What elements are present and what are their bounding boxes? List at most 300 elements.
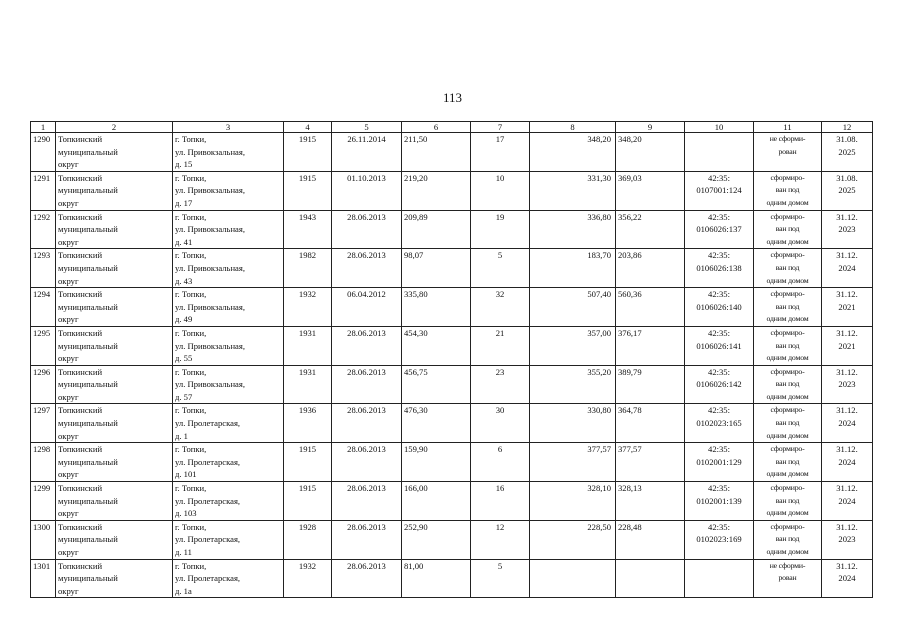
- deadline-cell-line: 31.12.: [836, 289, 858, 300]
- deadline-cell-line: 31.08.: [836, 134, 858, 144]
- land-status-cell-line: ван под: [775, 224, 800, 234]
- cadastral-number-cell: [685, 171, 754, 210]
- municipality-cell-line: муниципальный: [58, 456, 118, 467]
- cadastral-number-cell: [685, 326, 754, 365]
- address-cell-line: г. Топки,: [175, 134, 207, 144]
- land-status-cell-line: одним домом: [766, 508, 809, 518]
- date-cell: 28.06.2013: [332, 559, 402, 598]
- municipality-cell: [56, 520, 173, 559]
- year-cell: 1915: [284, 443, 332, 482]
- land-status-cell-line: одним домом: [766, 469, 809, 479]
- area-3-cell: 203,86: [616, 249, 685, 288]
- land-status-cell: [754, 133, 822, 172]
- area-1-cell: 335,80: [402, 288, 471, 327]
- deadline-cell-line: 2024: [838, 495, 856, 506]
- address-cell-line: г. Топки,: [175, 560, 207, 571]
- municipality-cell-line: Топкинский: [58, 560, 103, 571]
- area-2-cell: 377,57: [530, 443, 616, 482]
- area-2-cell: 328,10: [530, 482, 616, 521]
- cadastral-number-cell-line: 0102023:169: [696, 534, 742, 545]
- cadastral-number-cell-line: 42:35:: [708, 211, 730, 222]
- land-status-cell-line: ван под: [775, 262, 800, 272]
- municipality-cell-line: округ: [58, 314, 79, 325]
- address-cell-line: г. Топки,: [175, 444, 207, 455]
- date-cell: 28.06.2013: [332, 249, 402, 288]
- address-cell: [173, 404, 284, 443]
- deadline-cell-line: 31.12.: [836, 366, 858, 377]
- address-cell-line: д. 1: [175, 430, 188, 441]
- area-3-cell: 376,17: [616, 326, 685, 365]
- deadline-cell: [822, 288, 873, 327]
- area-3-cell: 377,57: [616, 443, 685, 482]
- land-status-cell-line: ван под: [775, 301, 800, 311]
- deadline-cell-line: 2025: [838, 146, 856, 157]
- municipality-cell-line: округ: [58, 469, 79, 480]
- municipality-cell-line: Топкинский: [58, 405, 103, 416]
- land-status-cell-line: сформиро-: [770, 521, 805, 531]
- area-3-cell: 369,03: [616, 171, 685, 210]
- row-number: 1295: [31, 326, 56, 365]
- year-cell: 1932: [284, 559, 332, 598]
- year-cell: 1931: [284, 326, 332, 365]
- deadline-cell: [822, 326, 873, 365]
- deadline-cell-line: 31.12.: [836, 560, 858, 571]
- deadline-cell-line: 2023: [838, 224, 856, 235]
- year-cell: 1915: [284, 482, 332, 521]
- municipality-cell-line: муниципальный: [58, 418, 118, 429]
- area-1-cell: 98,07: [402, 249, 471, 288]
- area-2-cell: 331,30: [530, 171, 616, 210]
- column-header-8: 8: [530, 122, 616, 133]
- area-1-cell: 219,20: [402, 171, 471, 210]
- date-cell: 26.11.2014: [332, 133, 402, 172]
- municipality-cell-line: Топкинский: [58, 521, 103, 532]
- table-row: [31, 520, 873, 559]
- row-number: 1294: [31, 288, 56, 327]
- municipality-cell-line: Топкинский: [58, 366, 103, 377]
- area-3-cell: 328,13: [616, 482, 685, 521]
- deadline-cell-line: 2023: [838, 379, 856, 390]
- residents-cell: 17: [471, 133, 530, 172]
- residents-cell: 12: [471, 520, 530, 559]
- cadastral-number-cell-line: 0102001:129: [696, 456, 742, 467]
- municipality-cell-line: округ: [58, 585, 79, 596]
- municipality-cell-line: округ: [58, 547, 79, 557]
- cadastral-number-cell-line: 42:35:: [708, 521, 730, 532]
- deadline-cell-line: 31.12.: [836, 521, 858, 532]
- land-status-cell-line: сформиро-: [770, 327, 805, 337]
- address-cell-line: ул. Привокзальная,: [175, 340, 245, 351]
- row-number: 1299: [31, 482, 56, 521]
- land-status-cell-line: одним домом: [766, 353, 809, 363]
- municipality-cell-line: муниципальный: [58, 379, 118, 390]
- column-header-1: 1: [31, 122, 56, 133]
- deadline-cell-line: 2024: [838, 573, 856, 584]
- address-cell-line: ул. Привокзальная,: [175, 301, 245, 312]
- table-row: [31, 404, 873, 443]
- cadastral-number-cell: [685, 443, 754, 482]
- cadastral-number-cell: [685, 559, 754, 598]
- cadastral-number-cell: [685, 133, 754, 172]
- area-2-cell: 330,80: [530, 404, 616, 443]
- municipality-cell-line: муниципальный: [58, 146, 118, 157]
- municipality-cell-line: округ: [58, 430, 79, 441]
- column-header-5: 5: [332, 122, 402, 133]
- deadline-cell-line: 2024: [838, 456, 856, 467]
- land-status-cell: [754, 326, 822, 365]
- cadastral-number-cell-line: 0102001:139: [696, 495, 742, 506]
- land-status-cell-line: одним домом: [766, 275, 809, 285]
- cadastral-number-cell-line: 42:35:: [708, 405, 730, 416]
- area-3-cell: 560,36: [616, 288, 685, 327]
- cadastral-number-cell-line: 0106026:140: [696, 301, 742, 312]
- land-status-cell-line: ван под: [775, 456, 800, 466]
- municipality-cell: [56, 404, 173, 443]
- municipality-cell-line: Топкинский: [58, 327, 103, 338]
- address-cell-line: ул. Привокзальная,: [175, 146, 245, 157]
- address-cell: [173, 520, 284, 559]
- address-cell-line: ул. Пролетарская,: [175, 418, 241, 429]
- municipality-cell: [56, 443, 173, 482]
- column-header-12: 12: [822, 122, 873, 133]
- year-cell: 1928: [284, 520, 332, 559]
- address-cell: [173, 482, 284, 521]
- column-header-4: 4: [284, 122, 332, 133]
- area-3-cell: [616, 559, 685, 598]
- address-cell-line: д. 101: [175, 469, 197, 480]
- deadline-cell: [822, 133, 873, 172]
- column-header-9: 9: [616, 122, 685, 133]
- table-row: [31, 443, 873, 482]
- cadastral-number-cell: [685, 520, 754, 559]
- year-cell: 1943: [284, 210, 332, 249]
- municipality-cell-line: Топкинский: [58, 211, 103, 222]
- municipality-cell-line: муниципальный: [58, 573, 118, 584]
- deadline-cell: [822, 210, 873, 249]
- deadline-cell-line: 31.12.: [836, 211, 858, 222]
- land-status-cell-line: ван под: [775, 534, 800, 544]
- year-cell: 1915: [284, 171, 332, 210]
- area-1-cell: 211,50: [402, 133, 471, 172]
- address-cell-line: г. Топки,: [175, 366, 207, 377]
- municipality-cell-line: Топкинский: [58, 289, 103, 300]
- deadline-cell: [822, 559, 873, 598]
- land-status-cell: [754, 249, 822, 288]
- land-status-cell-line: рован: [778, 573, 797, 583]
- municipality-cell: [56, 210, 173, 249]
- address-cell-line: ул. Пролетарская,: [175, 573, 241, 584]
- date-cell: 28.06.2013: [332, 404, 402, 443]
- address-cell: [173, 443, 284, 482]
- area-1-cell: 476,30: [402, 404, 471, 443]
- deadline-cell-line: 31.08.: [836, 172, 858, 183]
- address-cell: [173, 133, 284, 172]
- address-cell-line: д. 1а: [175, 585, 192, 596]
- municipality-cell-line: округ: [58, 391, 79, 402]
- municipality-cell: [56, 133, 173, 172]
- area-1-cell: 209,89: [402, 210, 471, 249]
- cadastral-number-cell-line: 42:35:: [708, 250, 730, 261]
- municipality-cell: [56, 249, 173, 288]
- cadastral-number-cell-line: 0107001:124: [696, 185, 742, 196]
- deadline-cell: [822, 520, 873, 559]
- municipality-cell-line: муниципальный: [58, 534, 118, 545]
- area-1-cell: 166,00: [402, 482, 471, 521]
- area-2-cell: [530, 559, 616, 598]
- municipality-cell-line: округ: [58, 236, 79, 247]
- residents-cell: 6: [471, 443, 530, 482]
- land-status-cell-line: не сформи-: [769, 560, 806, 570]
- municipality-cell-line: округ: [58, 353, 79, 364]
- row-number: 1296: [31, 365, 56, 404]
- land-status-cell-line: сформиро-: [770, 444, 805, 454]
- municipality-cell-line: муниципальный: [58, 262, 118, 273]
- residents-cell: 5: [471, 559, 530, 598]
- land-status-cell: [754, 559, 822, 598]
- address-cell-line: г. Топки,: [175, 483, 207, 494]
- municipality-cell-line: Топкинский: [58, 134, 103, 144]
- address-cell-line: д. 49: [175, 314, 193, 325]
- address-cell-line: г. Топки,: [175, 289, 207, 300]
- address-cell-line: ул. Привокзальная,: [175, 379, 245, 390]
- cadastral-number-cell: [685, 482, 754, 521]
- deadline-cell-line: 2024: [838, 262, 856, 273]
- municipality-cell-line: муниципальный: [58, 301, 118, 312]
- address-cell: [173, 171, 284, 210]
- land-status-cell-line: сформиро-: [770, 211, 805, 221]
- land-status-cell: [754, 365, 822, 404]
- year-cell: 1932: [284, 288, 332, 327]
- address-cell-line: ул. Привокзальная,: [175, 262, 245, 273]
- land-status-cell-line: сформиро-: [770, 172, 805, 182]
- residents-cell: 23: [471, 365, 530, 404]
- table-row: [31, 326, 873, 365]
- date-cell: 06.04.2012: [332, 288, 402, 327]
- cadastral-number-cell-line: 42:35:: [708, 327, 730, 338]
- row-number: 1298: [31, 443, 56, 482]
- area-2-cell: 183,70: [530, 249, 616, 288]
- address-cell-line: ул. Пролетарская,: [175, 534, 241, 545]
- table-body: [31, 122, 873, 598]
- land-status-cell-line: одним домом: [766, 430, 809, 440]
- address-cell-line: ул. Пролетарская,: [175, 456, 241, 467]
- address-cell: [173, 210, 284, 249]
- address-cell: [173, 365, 284, 404]
- row-number: 1293: [31, 249, 56, 288]
- area-1-cell: 454,30: [402, 326, 471, 365]
- municipality-cell: [56, 559, 173, 598]
- cadastral-number-cell: [685, 365, 754, 404]
- area-2-cell: 336,80: [530, 210, 616, 249]
- deadline-cell-line: 2021: [838, 340, 856, 351]
- address-cell-line: д. 57: [175, 391, 193, 402]
- land-status-cell-line: одним домом: [766, 547, 809, 556]
- land-status-cell-line: ван под: [775, 495, 800, 505]
- area-3-cell: 364,78: [616, 404, 685, 443]
- area-2-cell: 507,40: [530, 288, 616, 327]
- row-number: 1300: [31, 520, 56, 559]
- municipality-cell-line: Топкинский: [58, 172, 103, 183]
- address-cell-line: д. 103: [175, 508, 197, 519]
- area-1-cell: 252,90: [402, 520, 471, 559]
- table-row: [31, 171, 873, 210]
- land-status-cell-line: одним домом: [766, 236, 809, 246]
- column-header-11: 11: [754, 122, 822, 133]
- cadastral-number-cell-line: 42:35:: [708, 366, 730, 377]
- column-header-6: 6: [402, 122, 471, 133]
- address-cell-line: ул. Привокзальная,: [175, 185, 245, 196]
- land-status-cell: [754, 288, 822, 327]
- cadastral-number-cell-line: 0106026:142: [696, 379, 742, 390]
- cadastral-number-cell: [685, 288, 754, 327]
- year-cell: 1931: [284, 365, 332, 404]
- land-status-cell-line: сформиро-: [770, 250, 805, 260]
- cadastral-number-cell: [685, 249, 754, 288]
- row-number: 1297: [31, 404, 56, 443]
- page-number: 113: [442, 90, 463, 105]
- land-status-cell-line: ван под: [775, 379, 800, 389]
- land-status-cell-line: одним домом: [766, 197, 809, 207]
- municipality-cell: [56, 288, 173, 327]
- area-1-cell: 456,75: [402, 365, 471, 404]
- address-cell-line: г. Топки,: [175, 172, 207, 183]
- deadline-cell-line: 2023: [838, 534, 856, 545]
- residents-cell: 10: [471, 171, 530, 210]
- address-cell-line: д. 15: [175, 159, 193, 170]
- land-status-cell-line: сформиро-: [770, 483, 805, 493]
- land-status-cell: [754, 482, 822, 521]
- column-header-7: 7: [471, 122, 530, 133]
- area-3-cell: 389,79: [616, 365, 685, 404]
- deadline-cell: [822, 482, 873, 521]
- residents-cell: 21: [471, 326, 530, 365]
- area-3-cell: 348,20: [616, 133, 685, 172]
- area-2-cell: 357,00: [530, 326, 616, 365]
- land-status-cell-line: сформиро-: [770, 405, 805, 415]
- land-status-cell-line: ван под: [775, 340, 800, 350]
- table-row: [31, 249, 873, 288]
- row-number: 1291: [31, 171, 56, 210]
- table-row: [31, 559, 873, 598]
- land-status-cell: [754, 520, 822, 559]
- deadline-cell-line: 31.12.: [836, 483, 858, 494]
- cadastral-number-cell: [685, 210, 754, 249]
- row-number: 1290: [31, 133, 56, 172]
- residents-cell: 16: [471, 482, 530, 521]
- date-cell: 28.06.2013: [332, 210, 402, 249]
- date-cell: 28.06.2013: [332, 520, 402, 559]
- cadastral-number-cell-line: 42:35:: [708, 483, 730, 494]
- land-status-cell-line: одним домом: [766, 314, 809, 324]
- deadline-cell-line: 2025: [838, 185, 856, 196]
- municipality-cell: [56, 365, 173, 404]
- row-number: 1301: [31, 559, 56, 598]
- area-2-cell: 355,20: [530, 365, 616, 404]
- residents-cell: 30: [471, 404, 530, 443]
- address-cell-line: г. Топки,: [175, 211, 207, 222]
- deadline-cell-line: 31.12.: [836, 405, 858, 416]
- municipality-cell-line: Топкинский: [58, 483, 103, 494]
- cadastral-number-cell-line: 42:35:: [708, 172, 730, 183]
- land-status-cell: [754, 210, 822, 249]
- table-row: [31, 482, 873, 521]
- municipality-cell: [56, 482, 173, 521]
- address-cell-line: д. 17: [175, 197, 193, 208]
- municipality-cell-line: муниципальный: [58, 224, 118, 235]
- cadastral-number-cell-line: 0106026:138: [696, 262, 742, 273]
- column-header-3: 3: [173, 122, 284, 133]
- date-cell: 28.06.2013: [332, 443, 402, 482]
- address-cell-line: д. 55: [175, 353, 193, 364]
- area-1-cell: 81,00: [402, 559, 471, 598]
- land-status-cell-line: сформиро-: [770, 289, 805, 299]
- municipality-cell-line: округ: [58, 159, 79, 170]
- date-cell: 28.06.2013: [332, 326, 402, 365]
- land-status-cell-line: сформиро-: [770, 366, 805, 376]
- address-cell-line: ул. Привокзальная,: [175, 224, 245, 235]
- address-cell: [173, 326, 284, 365]
- address-cell-line: д. 43: [175, 275, 193, 286]
- year-cell: 1915: [284, 133, 332, 172]
- deadline-cell-line: 31.12.: [836, 327, 858, 338]
- address-cell: [173, 249, 284, 288]
- deadline-cell-line: 31.12.: [836, 444, 858, 455]
- address-cell-line: г. Топки,: [175, 327, 207, 338]
- deadline-cell-line: 31.12.: [836, 250, 858, 261]
- municipality-cell: [56, 326, 173, 365]
- year-cell: 1982: [284, 249, 332, 288]
- residents-cell: 5: [471, 249, 530, 288]
- column-header-2: 2: [56, 122, 173, 133]
- area-2-cell: 228,50: [530, 520, 616, 559]
- cadastral-number-cell-line: 0102023:165: [696, 418, 742, 429]
- deadline-cell: [822, 171, 873, 210]
- address-cell-line: д. 11: [175, 547, 192, 557]
- municipality-cell-line: Топкинский: [58, 444, 103, 455]
- cadastral-number-cell-line: 42:35:: [708, 444, 730, 455]
- deadline-cell: [822, 249, 873, 288]
- land-status-cell: [754, 443, 822, 482]
- municipality-cell-line: Топкинский: [58, 250, 103, 261]
- deadline-cell: [822, 443, 873, 482]
- municipality-cell-line: округ: [58, 508, 79, 519]
- cadastral-number-cell-line: 42:35:: [708, 289, 730, 300]
- address-cell-line: г. Топки,: [175, 521, 207, 532]
- land-status-cell-line: не сформи-: [769, 134, 806, 143]
- date-cell: 28.06.2013: [332, 482, 402, 521]
- registry-table: [30, 121, 873, 598]
- municipality-cell: [56, 171, 173, 210]
- municipality-cell-line: муниципальный: [58, 495, 118, 506]
- land-status-cell: [754, 404, 822, 443]
- deadline-cell: [822, 404, 873, 443]
- area-3-cell: 228,48: [616, 520, 685, 559]
- municipality-cell-line: округ: [58, 275, 79, 286]
- land-status-cell-line: ван под: [775, 185, 800, 195]
- address-cell: [173, 288, 284, 327]
- municipality-cell-line: муниципальный: [58, 185, 118, 196]
- deadline-cell-line: 2024: [838, 418, 856, 429]
- cadastral-number-cell: [685, 404, 754, 443]
- residents-cell: 32: [471, 288, 530, 327]
- table-row: [31, 288, 873, 327]
- address-cell-line: г. Топки,: [175, 250, 207, 261]
- area-3-cell: 356,22: [616, 210, 685, 249]
- table-row: [31, 210, 873, 249]
- land-status-cell-line: одним домом: [766, 391, 809, 401]
- date-cell: 01.10.2013: [332, 171, 402, 210]
- table-row: [31, 365, 873, 404]
